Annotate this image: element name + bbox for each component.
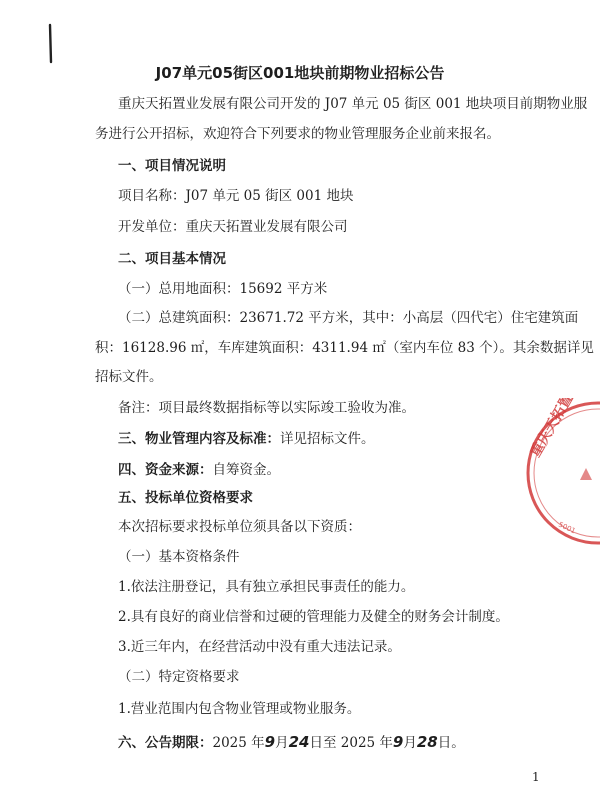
- special-qualification-heading: （二）特定资格要求: [118, 669, 240, 685]
- qualification-intro: 本次招标要求投标单位须具备以下资质：: [118, 519, 361, 535]
- pen-stroke-icon: [44, 22, 58, 66]
- page-title: J07单元05街区001地块前期物业招标公告: [155, 64, 445, 82]
- building-area-line-3: 招标文件。: [95, 369, 163, 385]
- month-suffix-1: 月: [275, 735, 289, 751]
- period-mid: 日至 2025 年: [309, 735, 393, 751]
- building-area-line-2: 积：16128.96 ㎡，车库建筑面积：4311.94 ㎡（室内车位 83 个）。其余数据详见: [95, 340, 594, 356]
- company-seal: [520, 398, 600, 552]
- handwritten-end-month: 9: [392, 733, 404, 751]
- section-4-heading: 四、资金来源：: [118, 462, 213, 478]
- seal-stamp-icon: [520, 398, 600, 548]
- section-1-heading: 一、项目情况说明: [118, 158, 226, 174]
- basic-item-2: 2.具有良好的商业信誉和过硬的管理能力及健全的财务会计制度。: [118, 609, 509, 625]
- section-6-heading: 六、公告期限：: [118, 735, 213, 751]
- section-3-text: 详见招标文件。: [280, 431, 375, 447]
- building-area-line-1: （二）总建筑面积：23671.72 平方米，其中：小高层（四代宅）住宅建筑面: [118, 310, 579, 326]
- intro-line-1: 重庆天拓置业发展有限公司开发的 J07 单元 05 街区 001 地块项目前期物业服: [118, 96, 588, 112]
- section-4-text: 自筹资金。: [212, 462, 280, 478]
- period-suffix: 日。: [437, 735, 465, 751]
- land-area: （一）总用地面积：15692 平方米: [118, 281, 328, 297]
- intro-line-2: 务进行公开招标，欢迎符合下列要求的物业管理服务企业前来报名。: [95, 126, 500, 142]
- developer: 开发单位：重庆天拓置业发展有限公司: [118, 219, 348, 235]
- page-number: 1: [532, 770, 540, 784]
- handwritten-end-day: 28: [416, 733, 438, 751]
- section-3: [118, 430, 375, 448]
- basic-item-3: 3.近三年内，在经营活动中没有重大违法记录。: [118, 639, 401, 655]
- section-2-heading: 二、项目基本情况: [118, 251, 226, 267]
- section-6: [118, 733, 465, 752]
- section-3-heading: 三、物业管理内容及标准：: [118, 431, 280, 447]
- project-name: 项目名称：J07 单元 05 街区 001 地块: [118, 188, 354, 204]
- svg-text:重庆天拓置: 重庆天拓置: [527, 398, 577, 460]
- section-4: [118, 461, 280, 479]
- section-5-heading: 五、投标单位资格要求: [118, 490, 253, 506]
- basic-item-1: 1.依法注册登记，具有独立承担民事责任的能力。: [118, 579, 415, 595]
- handwritten-start-month: 9: [264, 733, 276, 751]
- special-item-1: 1.营业范围内包含物业管理或物业服务。: [118, 701, 361, 717]
- month-suffix-2: 月: [403, 735, 417, 751]
- handwritten-start-day: 24: [288, 733, 310, 751]
- period-prefix: 2025 年: [212, 735, 265, 751]
- basic-qualification-heading: （一）基本资格条件: [118, 549, 240, 565]
- note: 备注：项目最终数据指标等以实际竣工验收为准。: [118, 400, 415, 416]
- svg-text:5001: 5001: [557, 520, 577, 536]
